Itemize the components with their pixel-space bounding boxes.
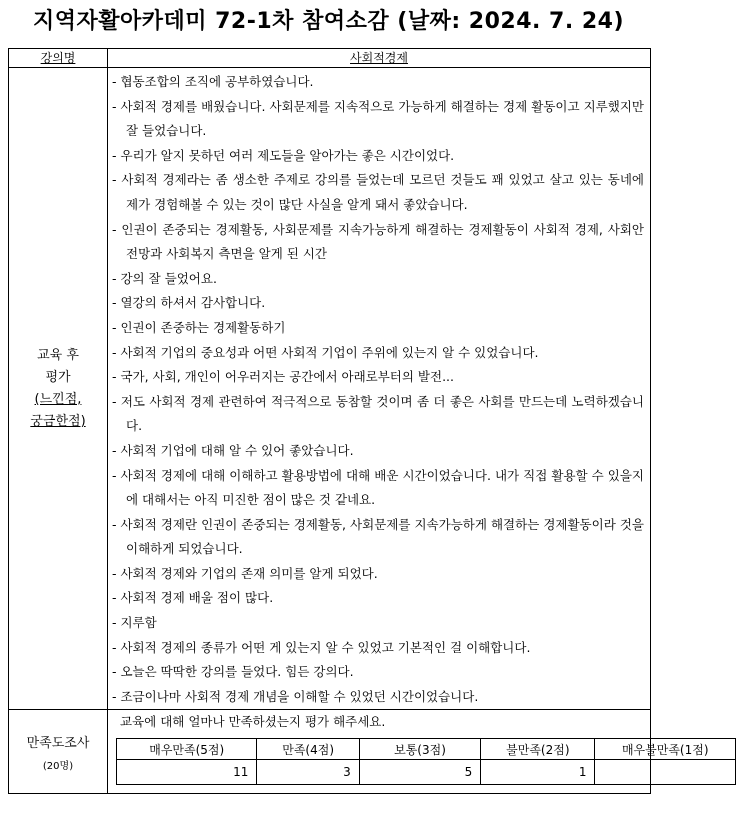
feedback-item: - 사회적 경제를 배웠습니다. 사회문제를 지속적으로 가능하게 해결하는 경제 활동이고 지루했지만 잘 들었습니다. xyxy=(112,98,644,139)
feedback-item: - 인권이 존중되는 경제활동, 사회문제를 지속가능하게 해결하는 경제활동이 사회적 경제, 사회안전망과 사회복지 측면을 알게 된 시간 xyxy=(112,221,644,262)
page-title: 지역자활아카데미 72-1차 참여소감 (날짜: 2024. 7. 24) xyxy=(32,9,625,34)
evaluation-row xyxy=(9,68,651,710)
header-course-name: 사회적경제 xyxy=(108,49,651,68)
survey-question: 교육에 대해 얼마나 만족하셨는지 평가 해주세요. xyxy=(120,714,386,730)
feedback-item: - 사회적 경제 배울 점이 많다. xyxy=(112,590,274,606)
feedback-item: - 오늘은 딱딱한 강의를 들었다. 힘든 강의다. xyxy=(112,664,354,680)
feedback-item: - 사회적 경제의 종류가 어떤 게 있는지 알 수 있었고 기본적인 걸 이해합니다. xyxy=(112,639,531,655)
survey-count: (20명) xyxy=(42,760,74,772)
rating-header: 만족(4점) xyxy=(257,739,359,760)
feedback-item: - 사회적 경제란 인권이 존중되는 경제활동, 사회문제를 지속가능하게 해결하는 경제활동이라 것을 이해하게 되었습니다. xyxy=(112,516,644,557)
feedback-item: - 사회적 경제에 대해 이해하고 활용방법에 대해 배운 시간이었습니다. 내가 직접 활용할 수 있을지에 대해서는 아직 미진한 점이 많은 것 같네요. xyxy=(112,467,644,508)
feedback-item: - 우리가 알지 못하던 여러 제도들을 알아가는 좋은 시간이었다. xyxy=(112,147,455,163)
rating-value: 1 xyxy=(481,760,595,785)
feedback-cell xyxy=(108,68,651,710)
rating-table xyxy=(116,738,736,785)
feedback-item: - 협동조합의 조직에 공부하였습니다. xyxy=(112,74,314,89)
feedback-item: - 국가, 사회, 개인이 어우러지는 공간에서 아래로부터의 발전... xyxy=(112,369,454,385)
survey-label-cell xyxy=(9,710,108,794)
feedback-item: - 사회적 경제라는 좀 생소한 주제로 강의를 들었는데 모르던 것들도 꽤 있었고 살고 있는 동네에 제가 경험해볼 수 있는 것이 많단 사실을 알게 돼서 좋았습니다. xyxy=(112,172,644,212)
header-course-label: 강의명 xyxy=(9,49,108,68)
feedback-list xyxy=(108,68,650,709)
rating-header: 매우만족(5점) xyxy=(117,739,257,760)
feedback-item: - 인권이 존중하는 경제활동하기 xyxy=(112,319,286,335)
rating-header-row xyxy=(117,739,736,760)
feedback-item: - 열강의 하셔서 감사합니다. xyxy=(112,295,266,311)
feedback-item: - 사회적 기업에 대해 알 수 있어 좋았습니다. xyxy=(112,442,354,458)
evaluation-label-line3: (느낀점, xyxy=(34,391,82,407)
feedback-item: - 저도 사회적 경제 관련하여 적극적으로 동참할 것이며 좀 더 좋은 사회를 만드는데 노력하겠습니다. xyxy=(112,393,644,434)
evaluation-table xyxy=(8,48,709,794)
rating-header: 매우불만족(1점) xyxy=(595,739,736,760)
header-row xyxy=(9,49,651,68)
survey-label: 만족도조사 xyxy=(26,735,90,751)
evaluation-label xyxy=(9,68,108,710)
survey-row xyxy=(9,710,651,794)
survey-cell xyxy=(108,710,709,794)
feedback-item: - 강의 잘 들었어요. xyxy=(112,270,217,286)
rating-header: 보통(3점) xyxy=(359,739,480,760)
feedback-item: - 사회적 경제와 기업의 존재 의미를 알게 되었다. xyxy=(112,565,378,581)
rating-value: 11 xyxy=(117,760,257,785)
rating-value-row xyxy=(117,760,736,785)
evaluation-label-line1: 교육 후 xyxy=(37,347,79,363)
feedback-item: - 지루함 xyxy=(112,615,157,631)
rating-value: 5 xyxy=(359,760,480,785)
rating-header: 불만족(2점) xyxy=(481,739,595,760)
feedback-item: - 사회적 기업의 중요성과 어떤 사회적 기업이 주위에 있는지 알 수 있었습니다. xyxy=(112,344,539,360)
evaluation-label-line4: 궁금한점) xyxy=(30,413,86,429)
rating-value xyxy=(595,760,736,785)
rating-value: 3 xyxy=(257,760,359,785)
feedback-item: - 조금이나마 사회적 경제 개념을 이해할 수 있었던 시간이었습니다. xyxy=(112,688,479,704)
evaluation-label-line2: 평가 xyxy=(45,369,71,385)
